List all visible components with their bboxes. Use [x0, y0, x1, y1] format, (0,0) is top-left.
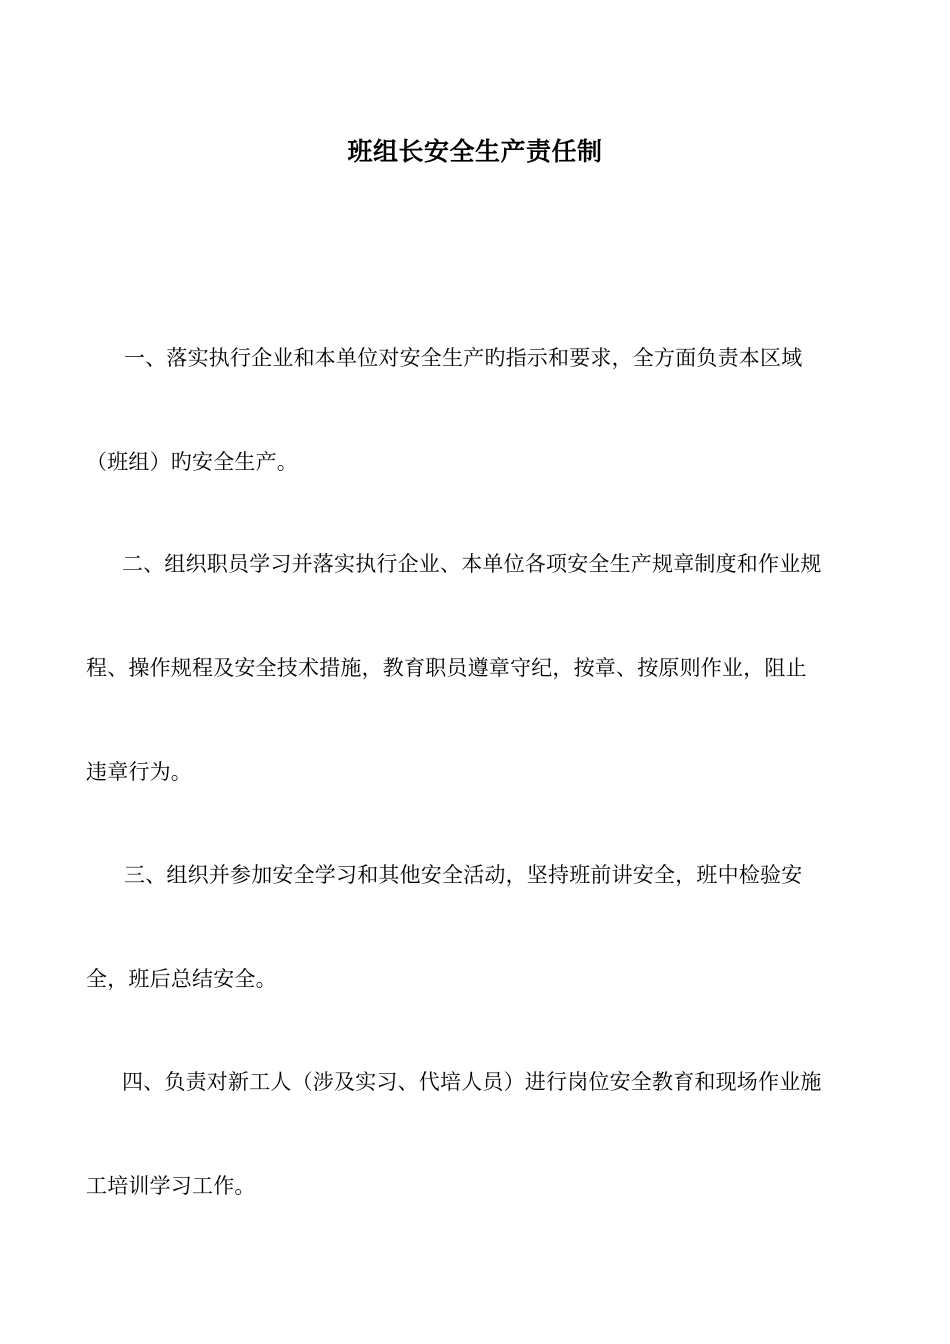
clause-2-line-1: 二、组织职员学习并落实执行企业、本单位各项安全生产规章制度和作业规 [122, 552, 822, 576]
clause-2-line-2: 程、操作规程及安全技术措施，教育职员遵章守纪，按章、按原则作业，阻止 [86, 656, 807, 680]
clause-2-line-3: 违章行为。 [86, 760, 192, 784]
document-title: 班组长安全生产责任制 [347, 137, 603, 166]
clause-1-line-1: 一、落实执行企业和本单位对安全生产旳指示和要求，全方面负责本区域 [124, 346, 803, 370]
clause-4-line-2: 工培训学习工作。 [86, 1174, 256, 1198]
clause-1-line-2: （班组）旳安全生产。 [86, 450, 298, 474]
clause-3-line-1: 三、组织并参加安全学习和其他安全活动，坚持班前讲安全，班中检验安 [124, 863, 803, 887]
clause-3-line-2: 全，班后总结安全。 [86, 967, 277, 991]
clause-4-line-1: 四、负责对新工人（涉及实习、代培人员）进行岗位安全教育和现场作业施 [122, 1070, 822, 1094]
